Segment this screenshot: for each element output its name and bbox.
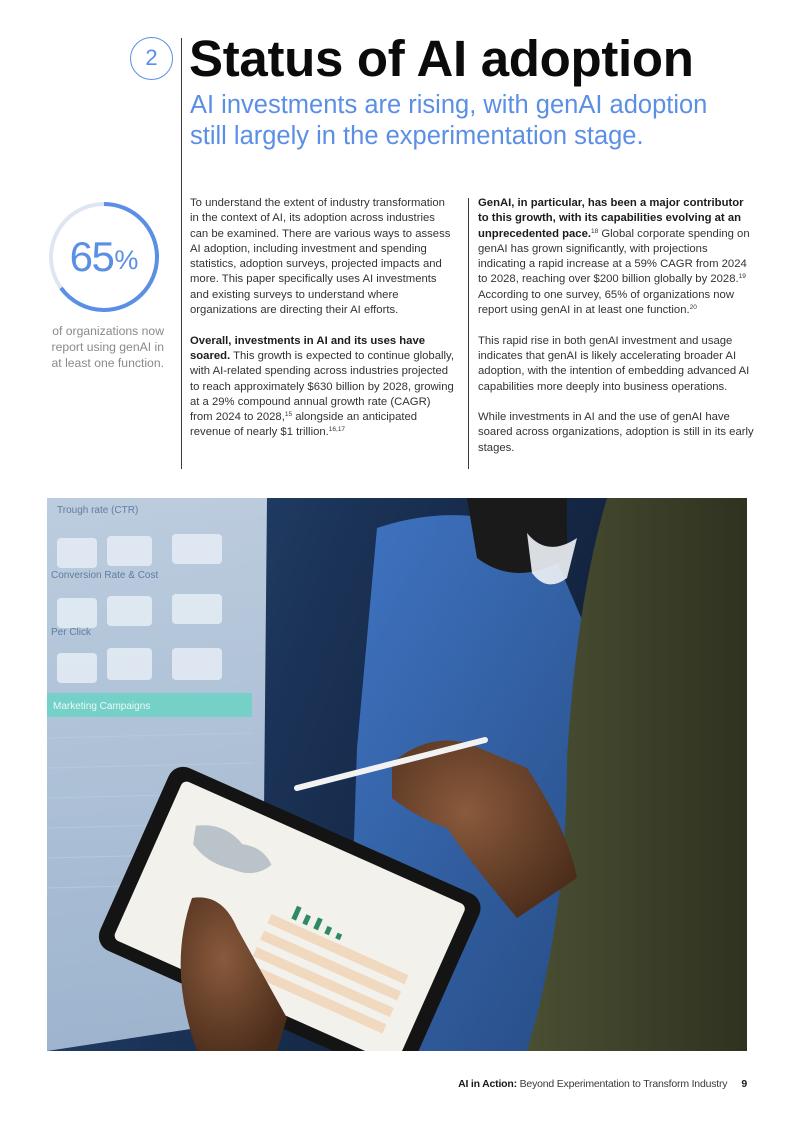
page-footer (458, 1078, 747, 1090)
footnote-ref: 19 (738, 273, 746, 281)
paragraph: Overall, investments in AI and its uses have soared. This growth is expected to continue globally, with AI-related spending across industries projected to reach approximately $630 billion by 2028, growing at a 29% compound annual growth rate (CAGR) from 2024 to 2028,15 alongside an anticipated revenue of nearly $1 trillion.$^{16,17}$ (190, 334, 454, 439)
column-divider-line (468, 198, 469, 469)
paragraph: This rapid rise in both genAI investment and usage indicates that genAI is likely accelerating broader AI adoption, with the intention of embedding advanced AI capabilities more deeply into business operations. (478, 334, 750, 393)
page-number: 9 (741, 1078, 747, 1090)
paragraph: GenAI, in particular, has been a major contributor to this growth, with its capabilities evolving at an unprecedented pace.$^{18}$ Global corporate spending on genAI has grown significantly, with projections indicating a rapid increase at a 59% CAGR from 2024 to 2028, reaching over $200 billion globally by 2028.19 According to one survey, 65% of organizations now report using genAI in at least one function.$^{20}$ (478, 197, 750, 317)
section-number-badge: 2 (130, 37, 173, 80)
page-subtitle: AI investments are rising, with genAI adoption still largely in the experimentation stage. (190, 91, 708, 150)
footer-title: Beyond Experimentation to Transform Industry (516, 1078, 728, 1090)
monitor-label: Per Click (51, 627, 92, 638)
left-text-column (190, 196, 456, 456)
footnote-ref: 16,17 (328, 426, 346, 434)
stat-value (46, 199, 162, 315)
monitor-label: Marketing Campaigns (53, 701, 151, 712)
lead-in-bold: GenAI, in particular, has been a major contributor to this growth, with its capabilities evolving at an unprecedented pace. (478, 197, 744, 240)
monitor-label: Conversion Rate & Cost (51, 570, 159, 581)
paragraph: To understand the extent of industry transformation in the context of AI, its adoption across industries can be examined. There are various ways to assess AI adoption, including investment and spending statistics, adoption surveys, projected impacts and more. This paper specifically uses AI investments and existing surveys to understand where organizations are directing their AI efforts. (190, 197, 451, 317)
lead-in-bold: Overall, investments in AI and its uses have soared. (190, 334, 426, 362)
monitor-label: Trough rate (CTR) (57, 505, 139, 516)
stat-caption: of organizations now report using genAI in at least one function. (51, 324, 164, 370)
footnote-ref: 18 (591, 227, 599, 235)
footnote-ref: 15 (284, 411, 293, 419)
tablet-photo (47, 498, 747, 1051)
paragraph: While investments in AI and the use of genAI have soared across organizations, adoption is still in its early stages. (478, 411, 754, 454)
left-divider-line (181, 38, 182, 469)
stat-number: 65 (69, 233, 114, 280)
page-title: Status of AI adoption (189, 30, 694, 87)
right-text-column (478, 196, 754, 471)
footnote-ref: 20 (689, 304, 697, 312)
stat-unit: % (114, 244, 139, 275)
footer-title-bold: AI in Action: (458, 1078, 517, 1090)
